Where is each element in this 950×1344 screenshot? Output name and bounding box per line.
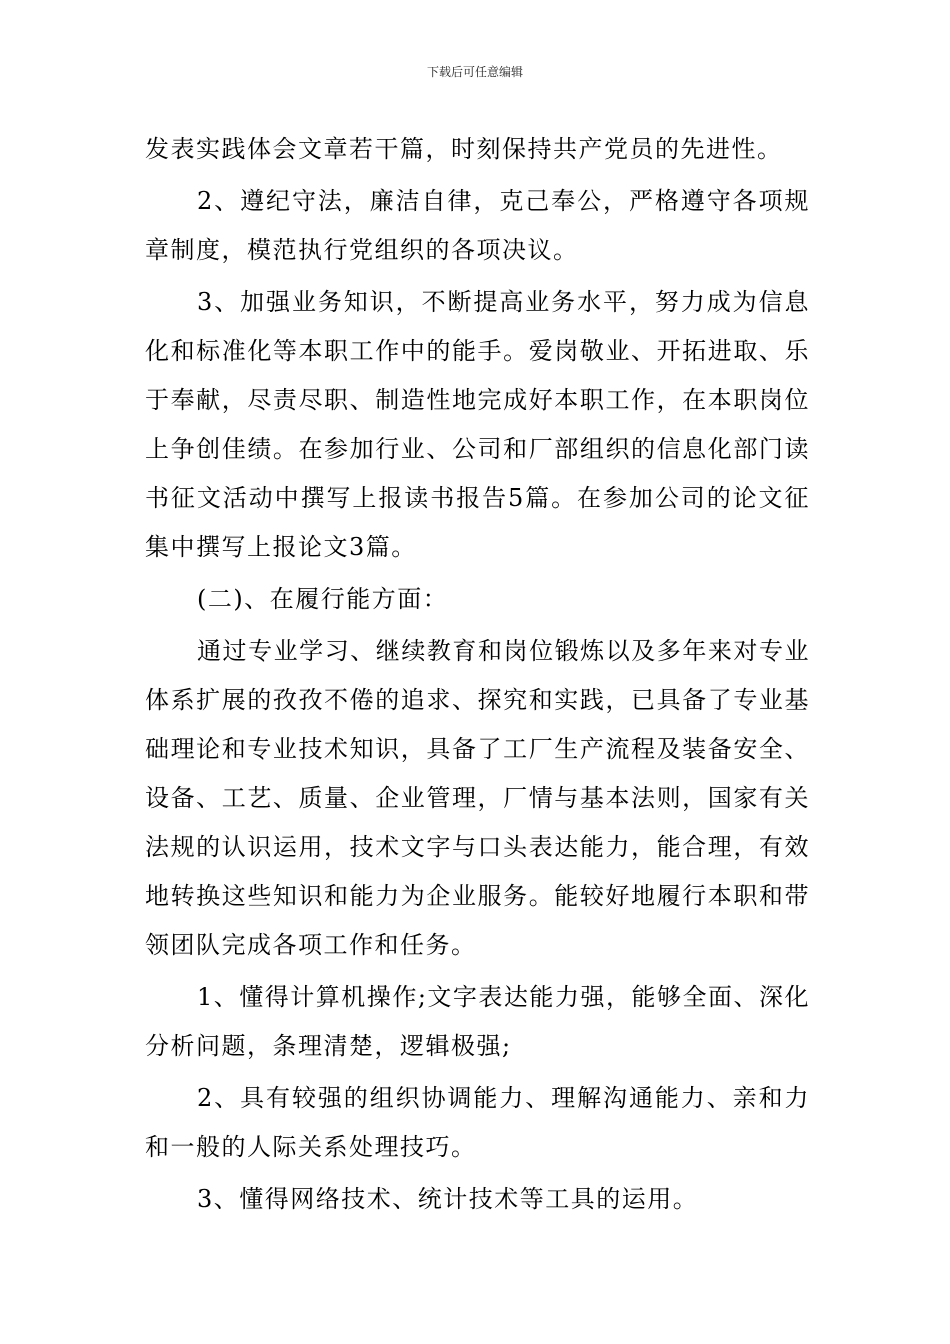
page-header: 下载后可任意编辑 (426, 65, 523, 79)
paragraph-1: 发表实践体会文章若干篇，时刻保持共产党员的先进性。 (145, 135, 783, 163)
paragraph-7: 2、具有较强的组织协调能力、理解沟通能力、亲和力和一般的人际关系处理技巧。 (145, 1084, 810, 1161)
paragraph-4: (二)、在履行能方面： (197, 585, 449, 613)
paragraph-5: 通过专业学习、继续教育和岗位锻炼以及多年来对专业体系扩展的孜孜不倦的追求、探究和实践，已具备了专业基础理论和专业技术知识，具备了工厂生产流程及装备安全、设备、工艺、质量、企业管理，厂情与基本法则，国家有关法规的认识运用，技术文字与口头表达能力，能合理，有效地转换这些知识和能力为企业服务。能较好地履行本职和带领团队完成各项工作和任务。 (145, 637, 810, 959)
paragraph-3: 3、加强业务知识，不断提高业务水平，努力成为信息化和标准化等本职工作中的能手。爱岗敬业、开拓进取、乐于奉献，尽责尽职、制造性地完成好本职工作，在本职岗位上争创佳绩。在参加行业、公司和厂部组织的信息化部门读书征文活动中撰写上报读书报告5篇。在参加公司的论文征集中撰写上报论文3篇。 (145, 288, 810, 561)
paragraph-6: 1、懂得计算机操作;文字表达能力强，能够全面、深化分析问题，条理清楚，逻辑极强; (145, 983, 810, 1060)
paragraph-8: 3、懂得网络技术、统计技术等工具的运用。 (197, 1185, 699, 1213)
document-body (145, 125, 810, 1224)
paragraph-2: 2、遵纪守法，廉洁自律，克己奉公，严格遵守各项规章制度，模范执行党组织的各项决议。 (145, 187, 810, 264)
